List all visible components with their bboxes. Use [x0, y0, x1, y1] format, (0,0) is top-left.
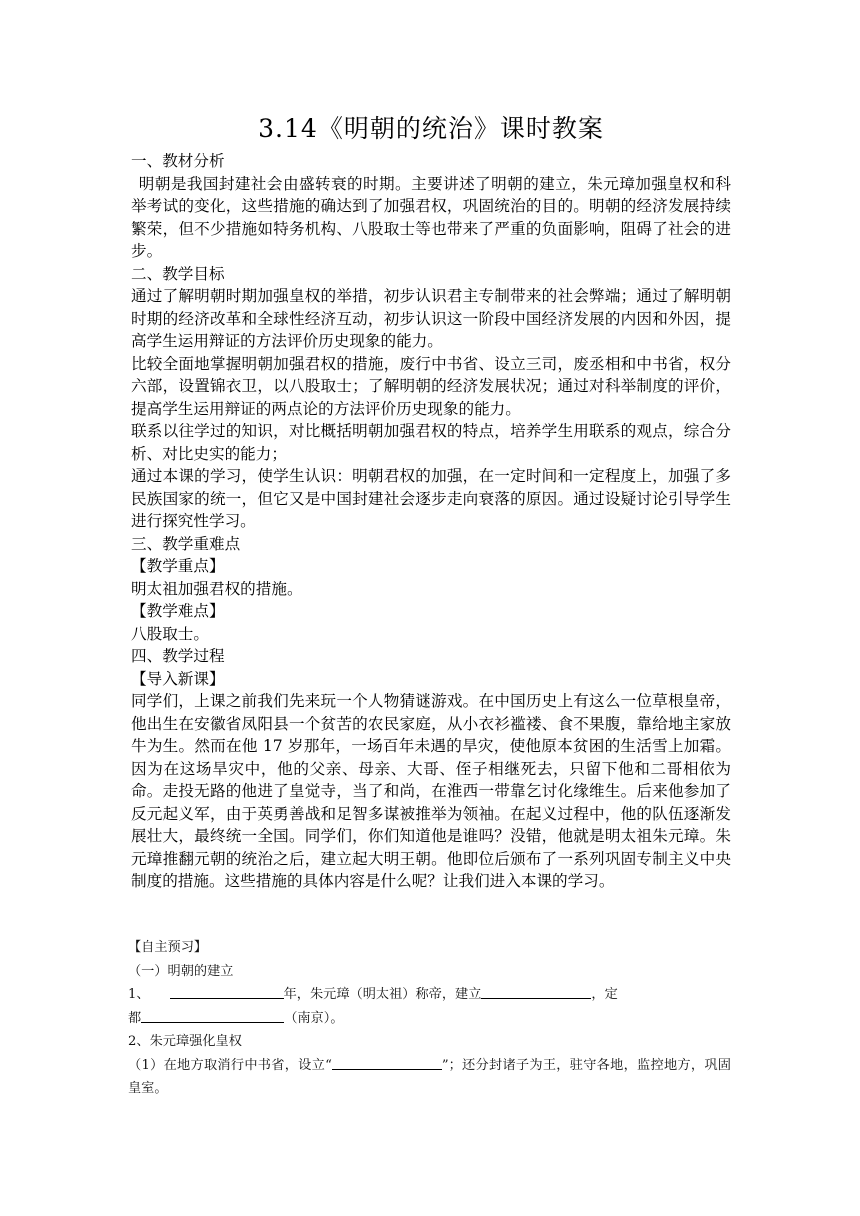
question-2-item-1: [128, 1054, 731, 1101]
main-body: [131, 150, 731, 893]
section-heading-objectives: 二、教学目标: [131, 264, 225, 283]
key-point-text: 明太祖加强君权的措施。: [131, 579, 303, 598]
preview-label: 【自主预习】: [128, 940, 208, 955]
difficulty-label: 【教学难点】: [131, 602, 225, 620]
section-heading-analysis: 一、教材分析: [131, 152, 225, 170]
page-title: 3.14《明朝的统治》课时教案: [258, 114, 604, 143]
question-1-line-2: [128, 1007, 731, 1031]
objective-paragraph-2: 比较全面地掌握明朝加强君权的措施，废行中书省、设立三司，废丞相和中书省，权分六部，设置锦衣卫，以八股取士；了解明朝的经济发展状况；通过对科举制度的评价，提高学生运用辩证的两点论的方法评价历史现象的能力。: [131, 354, 731, 418]
preview-section: [128, 936, 731, 1101]
intro-label: 【导入新课】: [131, 669, 225, 688]
question-1-text-d: （南京）。: [284, 1010, 344, 1026]
question-1-number: 1、: [128, 987, 150, 1002]
section-heading-key-points: 三、教学重难点: [131, 534, 241, 553]
objective-paragraph-1: 通过了解明朝时期加强皇权的举措，初步认识君主专制带来的社会弊端；通过了解明朝时期的经济改革和全球性经济互动，初步认识这一阶段中国经济发展的内因和外因，提高学生运用辩证的方法评价历史现象的能力。: [131, 287, 731, 350]
section-heading-process: 四、教学过程: [131, 647, 225, 665]
question-2-text-b: ”；还分封诸子为王，驻守各地，监控地方，巩固皇室。: [128, 1057, 731, 1096]
difficulty-text: 八股取士。: [131, 624, 209, 643]
question-1-text-b: ，定: [591, 987, 618, 1002]
fill-blank-capital[interactable]: [141, 1008, 284, 1023]
question-1-line-1: [128, 983, 731, 1007]
analysis-paragraph: 明朝是我国封建社会由盛转衰的时期。主要讲述了明朝的建立，朱元璋加强皇权和科举考试的变化，这些措施的确达到了加强君权，巩固统治的目的。明朝的经济发展持续繁荣，但不少措施如特务机构、八股取士等也带来了严重的负面影响，阻碍了社会的进步。: [131, 174, 731, 260]
objective-paragraph-4: 通过本课的学习，使学生认识：明朝君权的加强，在一定时间和一定程度上，加强了多民族国家的统一，但它又是中国封建社会逐步走向衰落的原因。通过设疑讨论引导学生进行探究性学习。: [131, 467, 731, 530]
question-2-heading: 2、朱元璋强化皇权: [128, 1034, 242, 1049]
question-2-text-a: （1）在地方取消行中书省，设立“: [128, 1057, 332, 1073]
fill-blank-institution[interactable]: [332, 1055, 442, 1070]
subsection-heading: （一）明朝的建立: [128, 963, 234, 979]
key-point-label: 【教学重点】: [131, 557, 225, 575]
question-1-text-a: 年，朱元璋（明太祖）称帝，建立: [283, 987, 482, 1002]
fill-blank-dynasty[interactable]: [481, 984, 591, 999]
intro-paragraph: 同学们，上课之前我们先来玩一个人物猜谜游戏。在中国历史上有这么一位草根皇帝，他出生在安徽省凤阳县一个贫苦的农民家庭，从小衣衫褴褛、食不果腹，靠给地主家放牛为生。然而在他 17 岁那年，一场百年未遇的旱灾，使他原本贫困的生活雪上加霜。因为在这场旱灾中，他的父亲、母亲、大哥、侄子相继死去，只留下他和二哥相依为命。走投无路的他进了皇觉寺，当了和尚，在淮西一带靠乞讨化缘维生。后来他参加了反元起义军，由于英勇善战和足智多谋被推举为领袖。在起义过程中，他的队伍逐渐发展壮大，最终统一全国。同学们，你们知道他是谁吗？没错，他就是明太祖朱元璋。朱元璋推翻元朝的统治之后，建立起大明王朝。他即位后颁布了一系列巩固专制主义中央制度的措施。这些措施的具体内容是什么呢？让我们进入本课的学习。: [131, 692, 731, 890]
objective-paragraph-3: 联系以往学过的知识，对比概括明朝加强君权的特点，培养学生用联系的观点，综合分析、对比史实的能力；: [131, 422, 731, 463]
question-1-text-c: 都: [128, 1010, 142, 1026]
fill-blank-year[interactable]: [170, 984, 284, 999]
